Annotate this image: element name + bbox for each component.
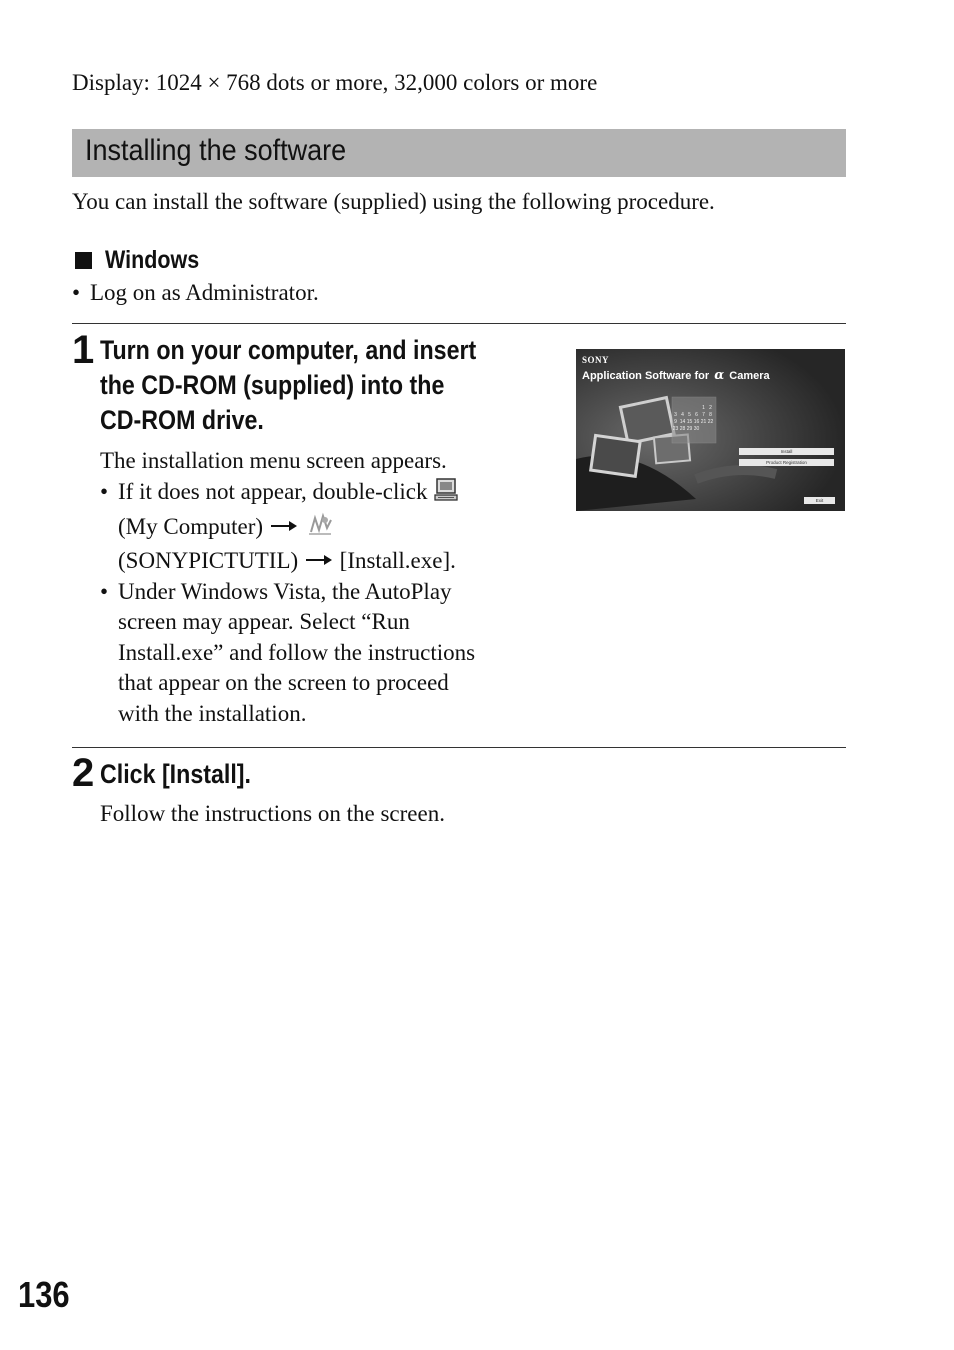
calendar-cell: 14 — [679, 419, 686, 425]
bullet-text: screen may appear. Select “Run — [118, 609, 410, 634]
calendar-cell — [679, 405, 686, 411]
alpha-symbol: α — [714, 368, 725, 383]
section-intro: You can install the software (supplied) using the following procedure. — [72, 189, 715, 214]
sonypictutil-icon — [305, 512, 335, 547]
calendar-cell: 16 — [693, 419, 700, 425]
calendar-cell: 28 — [679, 426, 686, 432]
calendar-cell: 8 — [709, 412, 712, 418]
calendar-cell: 4 — [681, 412, 684, 418]
display-requirement: Display: 1024 × 768 dots or more, 32,000 colors or more — [72, 70, 598, 95]
step-number: 2 — [72, 751, 95, 795]
step-title: Click [Install]. — [100, 759, 251, 789]
windows-note: • Log on as Administrator. — [72, 278, 954, 309]
step-title — [100, 333, 538, 438]
calendar-graphic — [672, 405, 716, 432]
square-bullet-icon — [75, 252, 92, 269]
step-title-line: the CD-ROM (supplied) into the — [100, 370, 445, 400]
step-number: 1 — [72, 328, 95, 372]
calendar-cell: 21 — [700, 419, 707, 425]
arrow-right-icon — [271, 521, 297, 531]
bullet-text: (My Computer) — [118, 513, 264, 539]
calendar-cell: 29 — [686, 426, 693, 432]
my-computer-icon — [433, 477, 459, 512]
arrow-right-icon — [306, 555, 332, 565]
calendar-cell: 7 — [702, 412, 705, 418]
screenshot-title-text: Application Software for — [582, 370, 710, 382]
windows-heading — [75, 246, 215, 275]
windows-heading-label: Windows — [105, 246, 200, 274]
bullet-text: Install.exe” and follow the instructions — [118, 639, 476, 665]
install-menu-screenshot — [576, 349, 845, 511]
calendar-cell — [693, 405, 700, 411]
divider — [72, 323, 846, 324]
calendar-cell: 23 — [672, 426, 679, 432]
calendar-cell — [686, 405, 693, 411]
bullet-text: • Under Windows Vista, the AutoPlay — [118, 578, 452, 604]
calendar-cell — [672, 405, 679, 411]
divider — [72, 747, 846, 748]
calendar-cell: 6 — [695, 412, 698, 418]
calendar-cell: 30 — [693, 426, 700, 432]
bullet-text: that appear on the screen to proceed — [118, 670, 449, 695]
page-number: 136 — [18, 1274, 70, 1315]
calendar-cell: 3 — [674, 412, 677, 418]
calendar-cell: 22 — [707, 419, 714, 425]
step-description: Follow the instructions on the screen. — [100, 801, 445, 826]
bullet-text: [Install.exe]. — [339, 548, 456, 573]
section-header — [72, 129, 846, 177]
calendar-cell: 2 — [709, 405, 712, 411]
screenshot-title — [582, 368, 770, 383]
calendar-cell: 1 — [702, 405, 705, 411]
step-bullet — [100, 477, 520, 729]
step-description: The installation menu screen appears. — [100, 448, 447, 473]
bullet-text: If it does not appear, double-click — [118, 479, 428, 504]
calendar-cell: 9 — [674, 419, 677, 425]
step-title-line: Turn on your computer, and insert — [100, 335, 477, 365]
section-title: Installing the software — [85, 134, 347, 167]
bullet-text: (SONYPICTUTIL) — [118, 548, 299, 573]
calendar-cell: 15 — [686, 419, 693, 425]
exit-button[interactable]: Exit — [804, 497, 835, 504]
calendar-cell: 5 — [688, 412, 691, 418]
install-button[interactable]: Install — [739, 448, 834, 455]
bullet-text: with the installation. — [118, 700, 307, 726]
product-registration-button[interactable]: Product Registration — [739, 459, 834, 466]
screenshot-camera-text: Camera — [729, 370, 770, 382]
sony-logo: SONY — [582, 355, 610, 365]
step-title-line: CD-ROM drive. — [100, 405, 264, 435]
